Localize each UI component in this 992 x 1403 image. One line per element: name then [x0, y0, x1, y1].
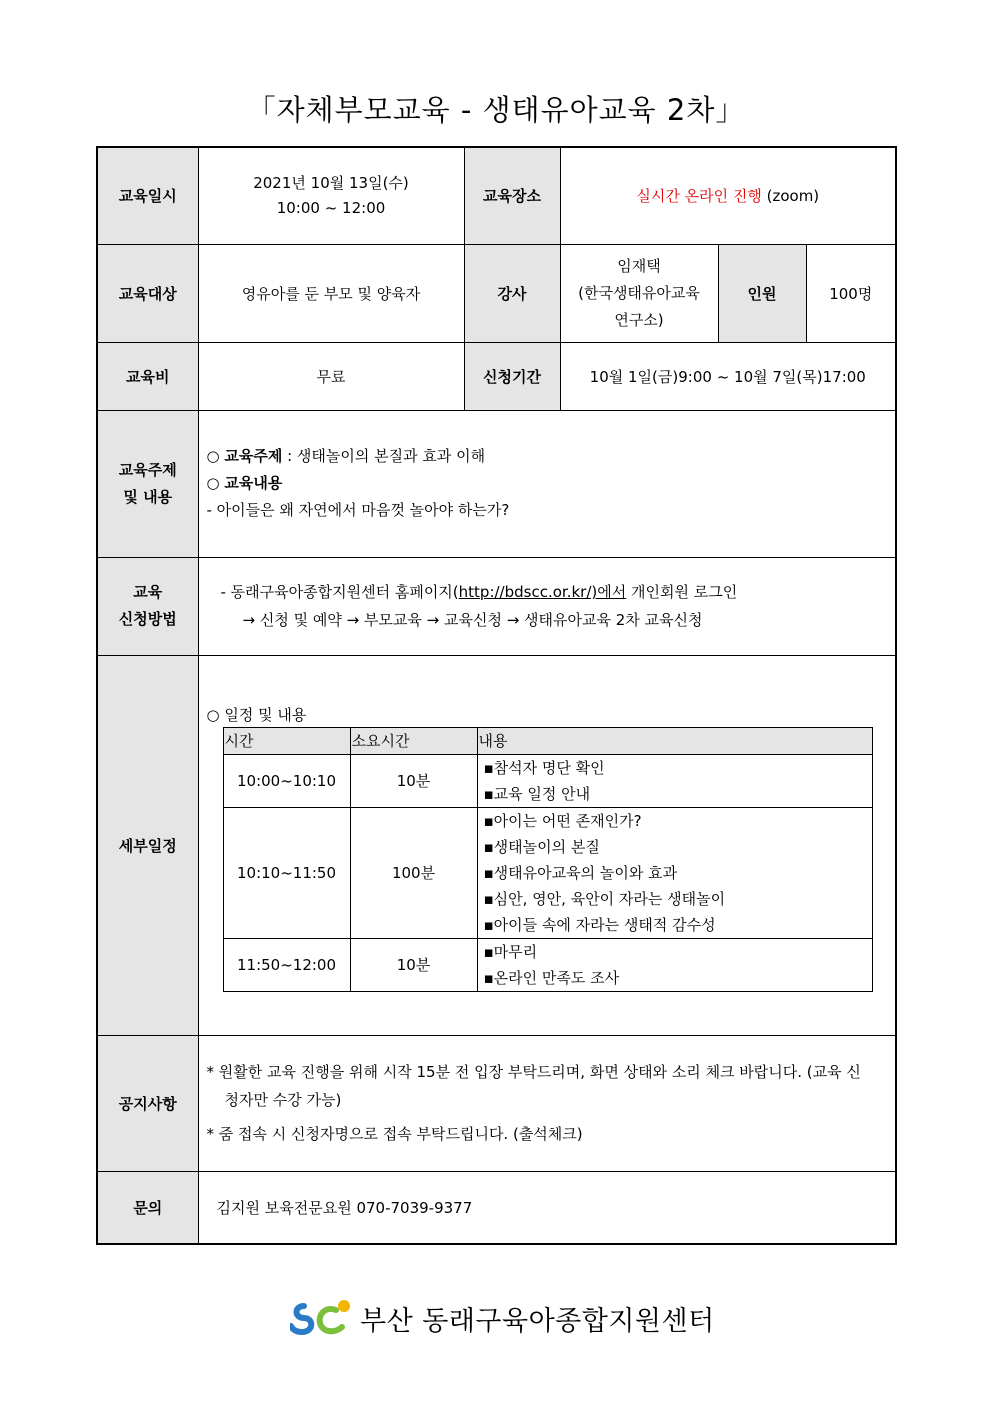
count-value: 100명	[806, 244, 896, 342]
contact-value: 김지원 보육전문요원 070-7039-9377	[198, 1171, 896, 1244]
list-item: ▪참석자 명단 확인	[483, 758, 605, 777]
footer-org-name: 부산 동래구육아종합지원센터	[360, 1305, 715, 1337]
place-value	[560, 147, 896, 244]
period-value: 10월 1일(금)9:00 ~ 10월 7일(목)17:00	[560, 342, 896, 410]
list-item: ▪아이는 어떤 존재인가?	[483, 811, 642, 830]
table-row	[223, 807, 872, 938]
date-label: 교육일시	[97, 147, 198, 244]
method-text: - 동래구육아종합지원센터 홈페이지(	[220, 583, 459, 601]
lecturer-org-line1: (한국생태유아교육	[578, 283, 700, 302]
target-value: 영유아를 둔 부모 및 양육자	[198, 244, 464, 342]
bullet-circle-icon: ○	[206, 447, 220, 465]
method-login-text: 개인회원 로그인	[626, 583, 738, 601]
topic-label-line1: 교육주제	[118, 460, 177, 479]
table-row	[223, 938, 872, 991]
schedule-table	[223, 727, 873, 992]
method-label-line1: 교육	[133, 583, 163, 601]
topic-label	[97, 410, 198, 557]
topic-key: 교육주제	[224, 447, 283, 465]
schedule-header-content: 내용	[477, 727, 872, 754]
content-value: - 아이들은 왜 자연에서 마음껏 놀아야 하는가?	[206, 501, 510, 519]
list-item: ▪교육 일정 안내	[483, 784, 591, 803]
schedule-time: 11:50~12:00	[223, 938, 350, 991]
fee-value: 무료	[198, 342, 464, 410]
topic-content	[198, 410, 896, 557]
time-line: 10:00 ~ 12:00	[276, 198, 386, 217]
schedule-items	[477, 807, 872, 938]
notice-item: * 원활한 교육 진행을 위해 시작 15분 전 입장 부탁드리며, 화면 상태와 소리 체크 바랍니다. (교육 신청자만 수강 가능)	[206, 1063, 861, 1109]
schedule-duration: 10분	[350, 754, 477, 807]
footer	[290, 1296, 715, 1340]
method-content	[198, 557, 896, 655]
info-table	[96, 146, 897, 1245]
schedule-content	[198, 655, 896, 1035]
lecturer-org-line2: 연구소)	[614, 310, 664, 329]
content-line	[207, 470, 896, 497]
list-item: ▪심안, 영안, 육안이 자라는 생태놀이	[483, 889, 726, 908]
homepage-link[interactable]: http://bdscc.or.kr/)에서	[458, 583, 627, 601]
method-line1	[221, 578, 896, 606]
contact-label: 문의	[97, 1171, 198, 1244]
target-label: 교육대상	[97, 244, 198, 342]
lecturer-name: 임재택	[617, 256, 661, 275]
schedule-duration: 10분	[350, 938, 477, 991]
place-label: 교육장소	[464, 147, 560, 244]
page-title: 「자체부모교육 - 생태유아교육 2차」	[246, 93, 746, 127]
notice-item: * 줌 접속 시 신청자명으로 접속 부탁드립니다. (출석체크)	[206, 1125, 583, 1143]
schedule-items	[477, 938, 872, 991]
bullet-circle-icon: ○	[206, 474, 220, 492]
date-line: 2021년 10월 13일(수)	[253, 173, 409, 192]
period-label: 신청기간	[464, 342, 560, 410]
content-key: 교육내용	[224, 474, 283, 492]
place-online-text: 실시간 온라인 진행	[636, 187, 762, 206]
list-item: ▪아이들 속에 자라는 생태적 감수성	[483, 915, 716, 934]
method-label-line2: 신청방법	[118, 610, 177, 628]
schedule-header-time: 시간	[223, 727, 350, 754]
notice-content	[198, 1035, 896, 1171]
list-item: ▪생태유아교육의 놀이와 효과	[483, 863, 678, 882]
center-logo-icon	[290, 1296, 354, 1340]
topic-value: : 생태놀이의 본질과 효과 이해	[282, 447, 486, 465]
schedule-header-duration: 소요시간	[350, 727, 477, 754]
method-line2: → 신청 및 예약 → 부모교육 → 교육신청 → 생태유아교육 2차 교육신청	[242, 611, 703, 629]
list-item: ▪마무리	[483, 942, 538, 961]
list-item: ▪온라인 만족도 조사	[483, 968, 620, 987]
lecturer-label: 강사	[464, 244, 560, 342]
count-label: 인원	[718, 244, 806, 342]
table-row	[223, 754, 872, 807]
schedule-duration: 100분	[350, 807, 477, 938]
fee-label: 교육비	[97, 342, 198, 410]
list-item: ▪생태놀이의 본질	[483, 837, 600, 856]
schedule-items	[477, 754, 872, 807]
lecturer-value	[560, 244, 718, 342]
date-value	[198, 147, 464, 244]
schedule-time: 10:00~10:10	[223, 754, 350, 807]
topic-line	[207, 443, 896, 470]
schedule-time: 10:10~11:50	[223, 807, 350, 938]
notice-label: 공지사항	[97, 1035, 198, 1171]
schedule-label: 세부일정	[97, 655, 198, 1035]
method-label	[97, 557, 198, 655]
topic-label-line2: 및 내용	[123, 487, 173, 506]
place-suffix: (zoom)	[766, 187, 820, 206]
schedule-heading: ○ 일정 및 내용	[206, 705, 307, 724]
